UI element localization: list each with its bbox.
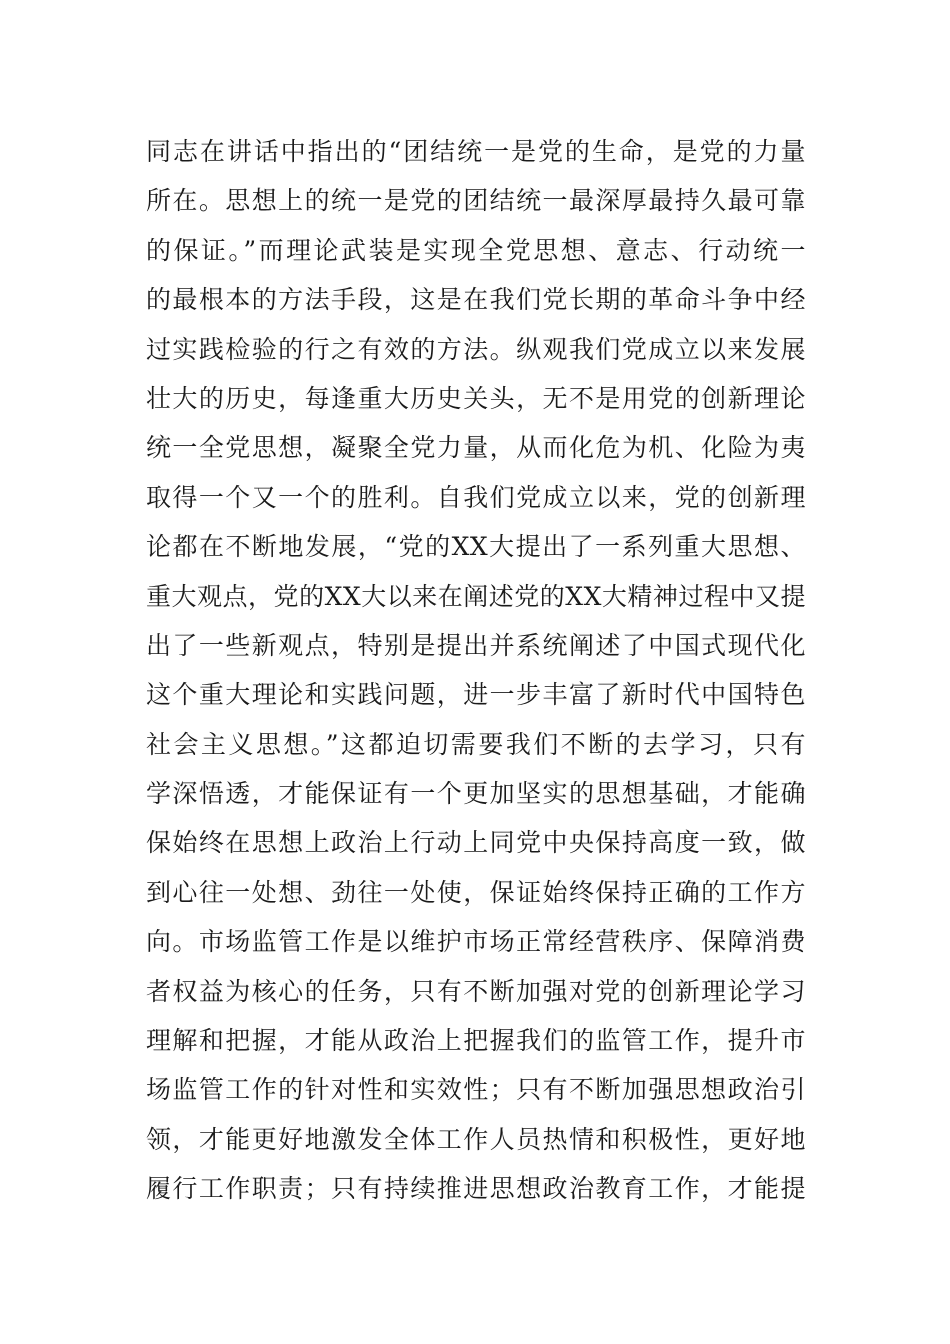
text-line: 这个重大理论和实践问题，进一步丰富了新时代中国特色	[146, 680, 806, 710]
text-line: 的最根本的方法手段，这是在我们党长期的革命斗争中经	[146, 285, 806, 315]
text-line: 所在。思想上的统一是党的团结统一最深厚最持久最可靠	[146, 186, 806, 216]
text-line: 学深悟透，才能保证有一个更加坚实的思想基础，才能确	[146, 779, 806, 809]
text-line: 场监管工作的针对性和实效性；只有不断加强思想政治引	[146, 1075, 806, 1105]
text-line: 保始终在思想上政治上行动上同党中央保持高度一致，做	[146, 828, 806, 858]
text-line: 社会主义思想。”这都迫切需要我们不断的去学习，只有	[146, 729, 806, 759]
text-line: 取得一个又一个的胜利。自我们党成立以来，党的创新理	[146, 482, 806, 512]
text-line: 重大观点，党的XX大以来在阐述党的XX大精神过程中又提	[146, 581, 806, 611]
text-line: 向。市场监管工作是以维护市场正常经营秩序、保障消费	[146, 927, 806, 957]
text-line: 履行工作职责；只有持续推进思想政治教育工作，才能提	[146, 1174, 806, 1204]
text-line: 的保证。”而理论武装是实现全党思想、意志、行动统一	[146, 235, 806, 265]
text-line: 到心往一处想、劲往一处使，保证始终保持正确的工作方	[146, 877, 806, 907]
text-line: 壮大的历史，每逢重大历史关头，无不是用党的创新理论	[146, 383, 806, 413]
text-line: 统一全党思想，凝聚全党力量，从而化危为机、化险为夷	[146, 433, 806, 463]
body-paragraph	[146, 127, 806, 1214]
text-line: 出了一些新观点，特别是提出并系统阐述了中国式现代化	[146, 630, 806, 660]
text-line: 者权益为核心的任务，只有不断加强对党的创新理论学习	[146, 976, 806, 1006]
text-line: 论都在不断地发展，“党的XX大提出了一系列重大思想、	[146, 532, 806, 562]
text-line: 过实践检验的行之有效的方法。纵观我们党成立以来发展	[146, 334, 806, 364]
text-line: 同志在讲话中指出的“团结统一是党的生命，是党的力量	[146, 137, 806, 166]
text-line: 理解和把握，才能从政治上把握我们的监管工作，提升市	[146, 1026, 806, 1056]
text-line: 领，才能更好地激发全体工作人员热情和积极性，更好地	[146, 1124, 806, 1154]
